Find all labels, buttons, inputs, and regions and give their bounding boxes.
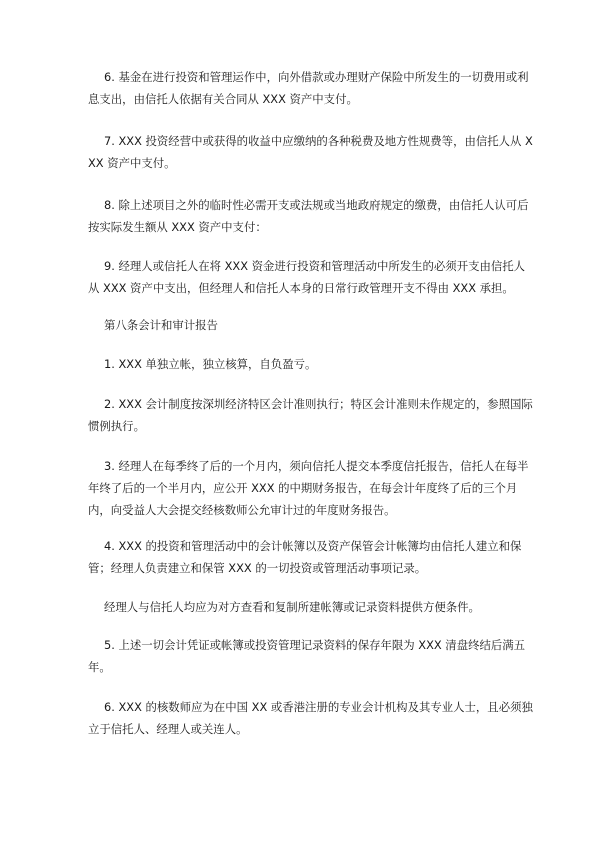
- section-heading-article-8: 第八条会计和审计报告: [104, 318, 218, 332]
- paragraph-access-records: 经理人与信托人均应为对方查看和复制所建帐簿或记录资料提供方便条件。: [104, 600, 480, 614]
- paragraph-necessary-expenses: 9. 经理人或信托人在将 XXX 资金进行投资和管理活动中所发生的必须开支由信托人从 XXX 资产中支出，但经理人和信托人本身的日常行政管理开支不得由 XXX 承担。: [88, 259, 526, 295]
- paragraph-accounting-standards: 2. XXX 会计制度按深圳经济特区会计准则执行；特区会计准则未作规定的，参照国际惯例执行。: [88, 397, 533, 433]
- paragraph-auditor: 6. XXX 的核数师应为在中国 XX 或香港注册的专业会计机构及其专业人士，且必须独立于信托人、经理人或关连人。: [88, 700, 533, 736]
- paragraph-account-books: 4. XXX 的投资和管理活动中的会计帐簿以及资产保管会计帐簿均由信托人建立和保管；经理人负责建立和保管 XXX 的一切投资或管理活动事项记录。: [88, 539, 522, 575]
- paragraph-fee-borrowing: 6. 基金在进行投资和管理运作中，向外借款或办理财产保险中所发生的一切费用或利息支出，由信托人依据有关合同从 XXX 资产中支付。: [88, 70, 529, 106]
- paragraph-retention-period: 5. 上述一切会计凭证或帐簿或投资管理记录资料的保存年限为 XXX 清盘终结后满五年。: [88, 638, 526, 674]
- paragraph-temporary-expenses: 8. 除上述项目之外的临时性必需开支或法规或当地政府规定的缴费，由信托人认可后按实际发生额从 XXX 资产中支付：: [88, 198, 529, 234]
- paragraph-taxes: 7. XXX 投资经营中或获得的收益中应缴纳的各种税费及地方性规费等，由信托人从 XXX 资产中支付。: [88, 134, 533, 170]
- paragraph-reporting-schedule: 3. 经理人在每季终了后的一个月内，须向信托人提交本季度信托报告，信托人在每半年终了后的一个半月内，应公开 XXX 的中期财务报告，在每会计年度终了后的三个月内，向受益人大会提交经核数师公允审计过的年度财务报告。: [88, 459, 529, 517]
- paragraph-independent-accounting: 1. XXX 单独立帐，独立核算，自负盈亏。: [104, 357, 317, 371]
